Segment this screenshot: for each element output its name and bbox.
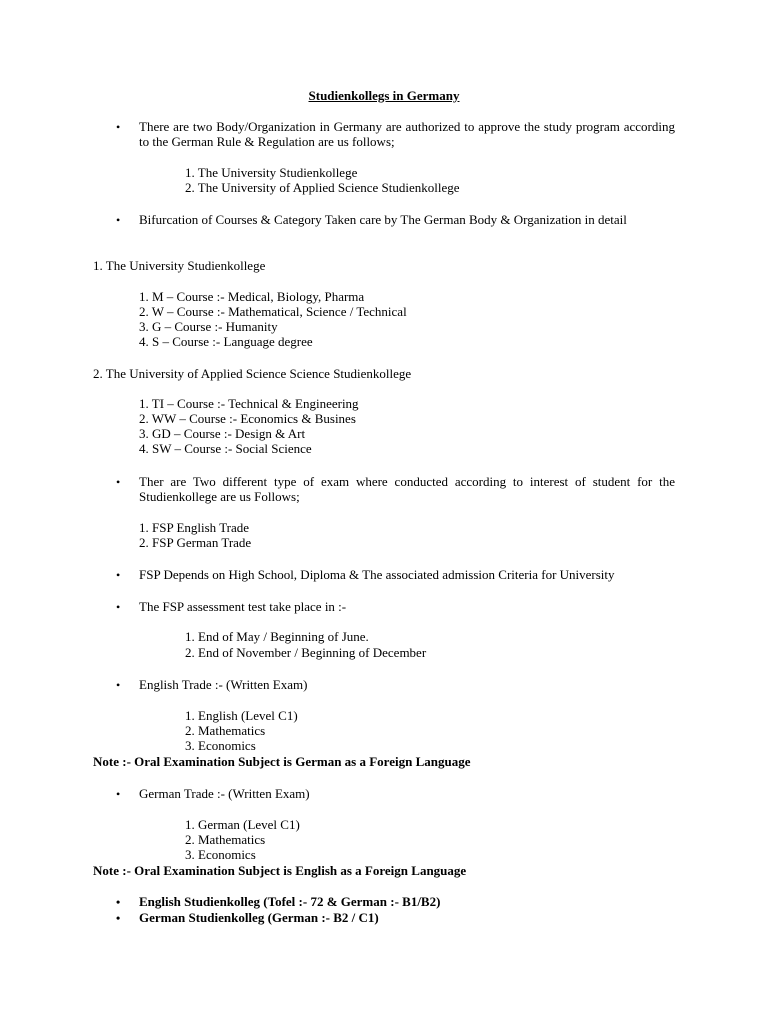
fsp-depends-text: FSP Depends on High School, Diploma & The associated admission Criteria for University	[139, 567, 615, 582]
list-item: 4. SW – Course :- Social Science	[139, 441, 312, 456]
section-heading: 2. The University of Applied Science Science Studienkollege	[93, 366, 412, 381]
note-text: Note :- Oral Examination Subject is German as a Foreign Language	[93, 754, 471, 769]
list-item: 1. M – Course :- Medical, Biology, Pharma	[139, 289, 365, 304]
section-heading: 1. The University Studienkollege	[93, 258, 266, 273]
final-bullet-text: German Studienkolleg (German :- B2 / C1)	[139, 910, 379, 925]
final-bullet-text: English Studienkolleg (Tofel :- 72 & German :- B1/B2)	[139, 894, 441, 909]
bullet-icon: •	[116, 568, 121, 582]
bullet-icon: •	[116, 475, 121, 489]
list-item: 3. Economics	[185, 847, 256, 862]
page-title: Studienkollegs in Germany	[308, 88, 460, 103]
list-item: 1. End of May / Beginning of June.	[185, 629, 369, 644]
bullet-icon: •	[116, 600, 121, 614]
bullet-icon: •	[116, 895, 121, 909]
list-item: 2. Mathematics	[185, 832, 266, 847]
list-item: 2. WW – Course :- Economics & Busines	[139, 411, 356, 426]
english-trade-text: English Trade :- (Written Exam)	[139, 677, 308, 692]
list-item: 2. Mathematics	[185, 723, 266, 738]
bullet-icon: •	[116, 911, 121, 925]
bullet-icon: •	[116, 678, 121, 692]
exam-types-paragraph: Ther are Two different type of exam where conducted according to interest of student for the Studienkollege are us Follows;	[139, 474, 675, 504]
list-item: 2. W – Course :- Mathematical, Science / Technical	[139, 304, 407, 319]
german-trade-text: German Trade :- (Written Exam)	[139, 786, 310, 801]
list-item: 1. FSP English Trade	[139, 520, 250, 535]
list-item: 1. German (Level C1)	[185, 817, 300, 832]
fsp-dates-text: The FSP assessment test take place in :-	[139, 599, 347, 614]
bullet-icon: •	[116, 120, 121, 134]
note-text: Note :- Oral Examination Subject is English as a Foreign Language	[93, 863, 467, 878]
list-item: 4. S – Course :- Language degree	[139, 334, 313, 349]
list-item: 2. FSP German Trade	[139, 535, 252, 550]
list-item: 2. End of November / Beginning of December	[185, 645, 427, 660]
list-item: 3. Economics	[185, 738, 256, 753]
list-item: 1. English (Level C1)	[185, 708, 298, 723]
bifurcation-text: Bifurcation of Courses & Category Taken care by The German Body & Organization in detail	[139, 212, 627, 227]
list-item: 3. GD – Course :- Design & Art	[139, 426, 306, 441]
bullet-icon: •	[116, 213, 121, 227]
list-item: 1. The University Studienkollege	[185, 165, 358, 180]
list-item: 1. TI – Course :- Technical & Engineering	[139, 396, 359, 411]
intro-paragraph: There are two Body/Organization in Germany are authorized to approve the study program according to the German Rule & Regulation are us follows;	[139, 119, 675, 149]
list-item: 3. G – Course :- Humanity	[139, 319, 278, 334]
list-item: 2. The University of Applied Science Studienkollege	[185, 180, 460, 195]
bullet-icon: •	[116, 787, 121, 801]
